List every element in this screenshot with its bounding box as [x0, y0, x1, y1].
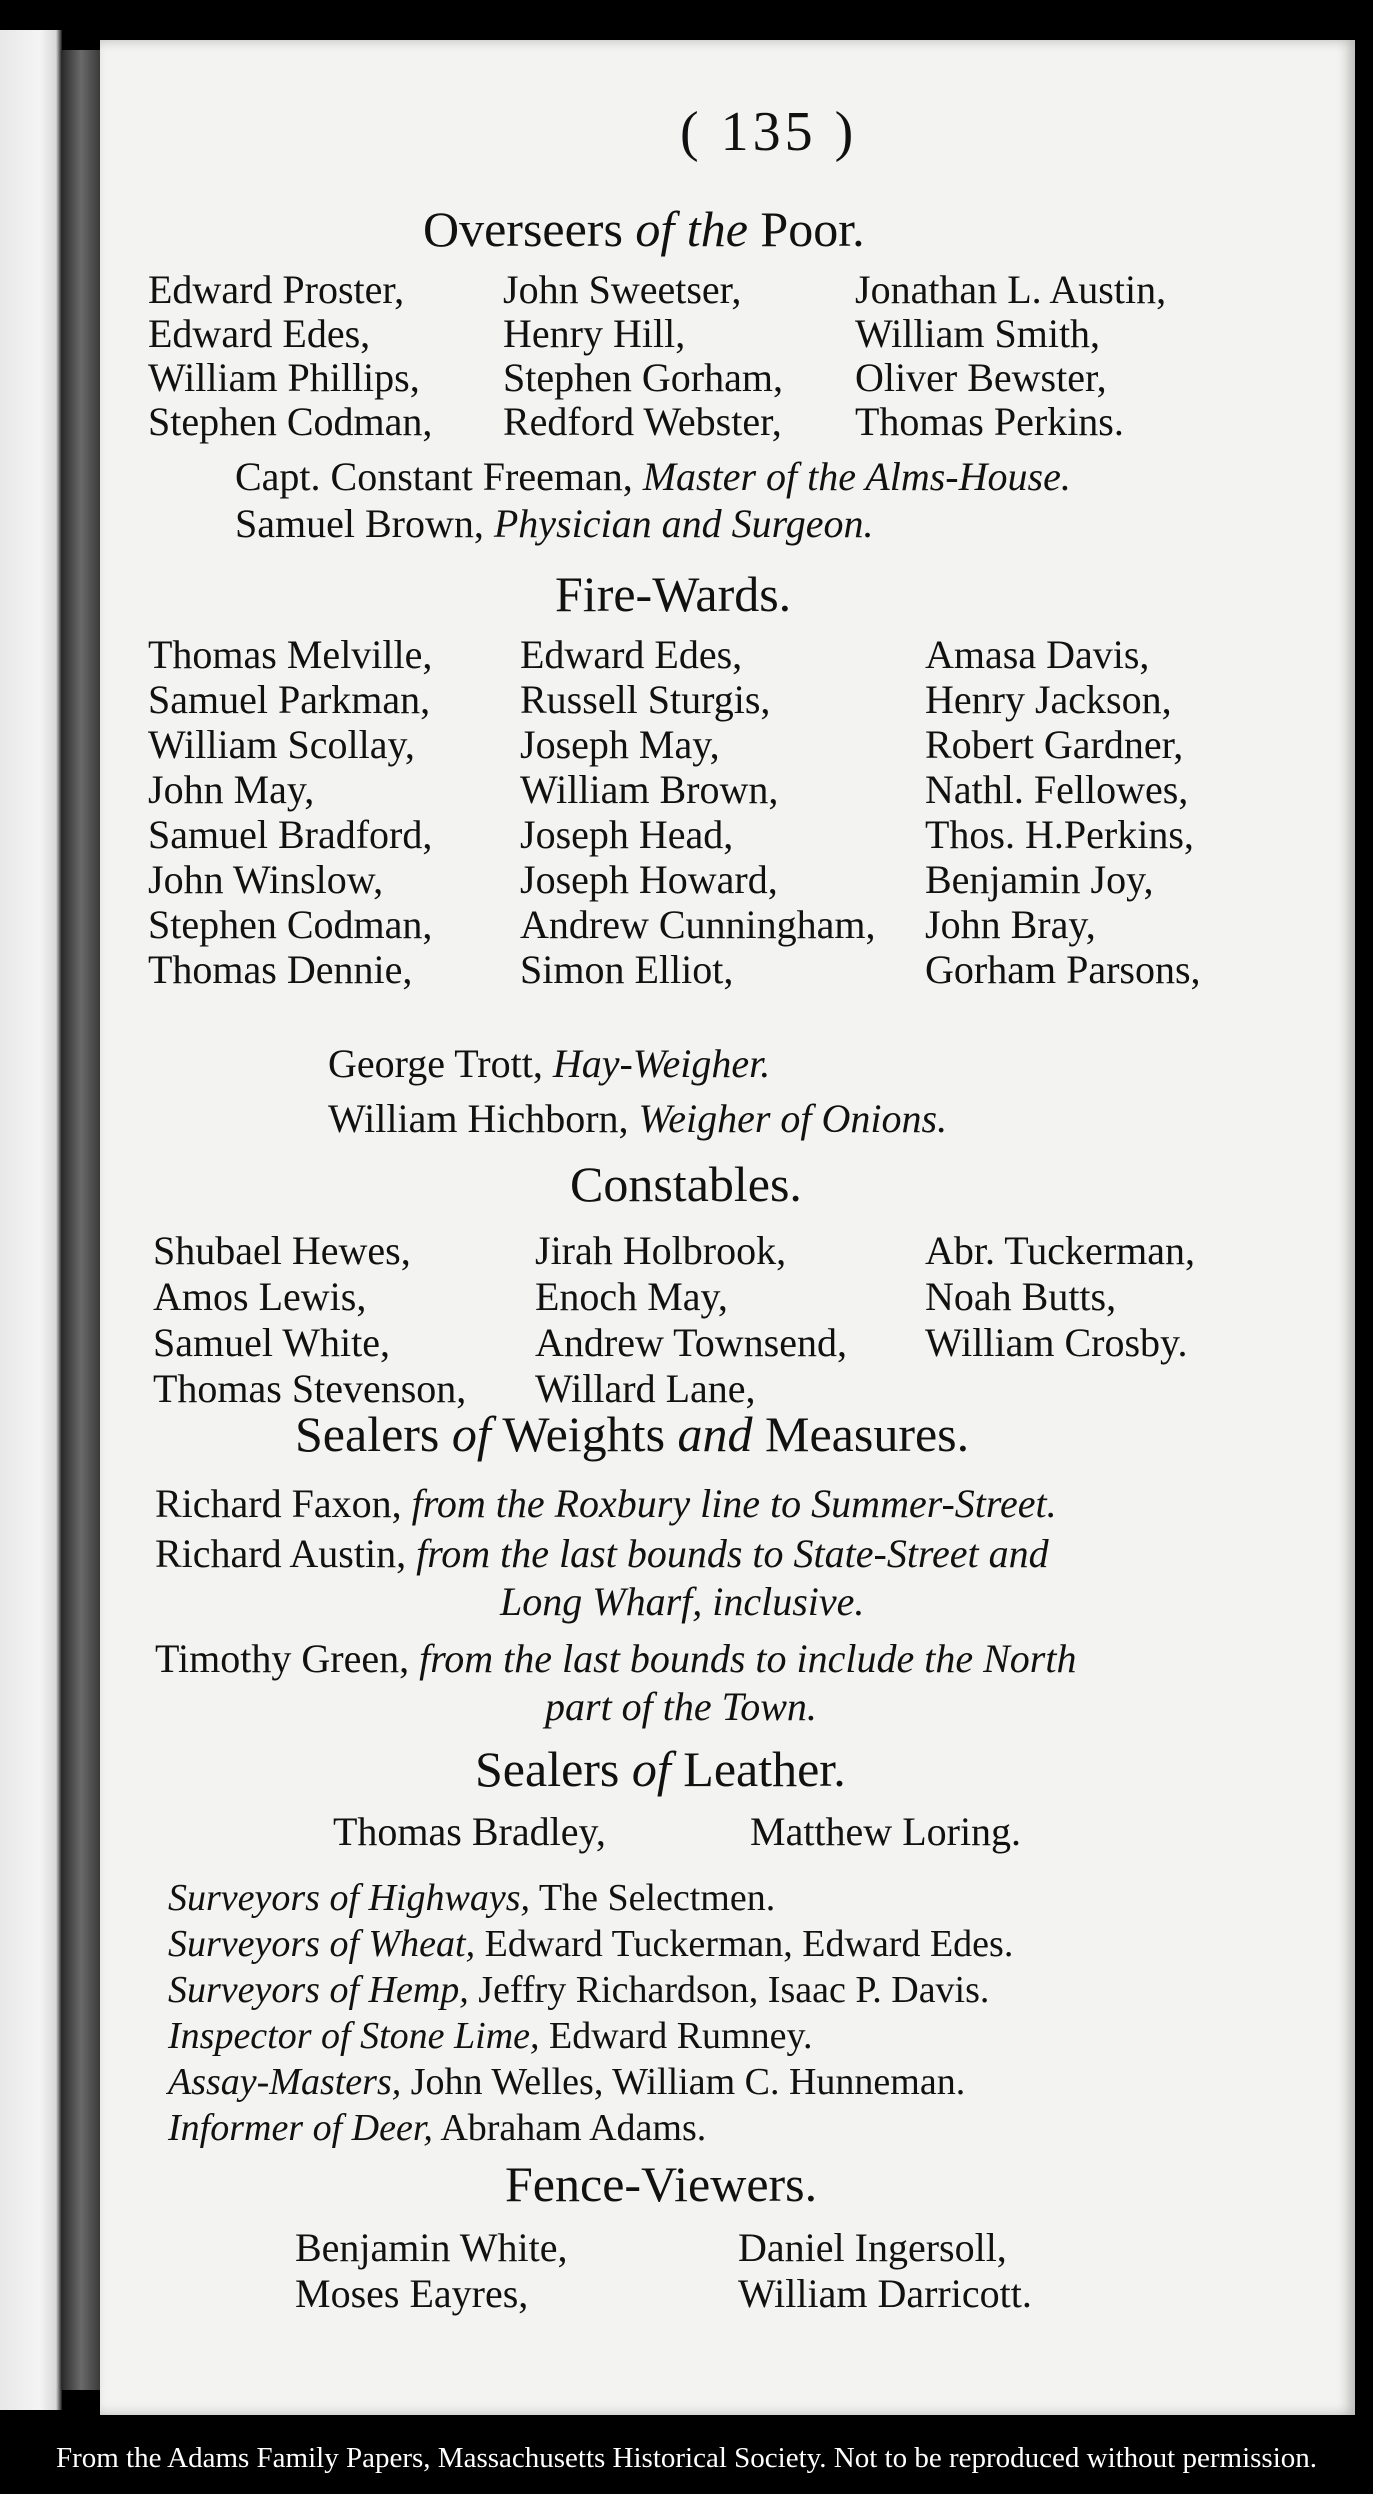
physician-title: Physician and Surgeon. — [493, 501, 874, 546]
sealer-name: Richard Faxon, — [155, 1481, 402, 1526]
constables-heading: Constables. — [570, 1156, 802, 1212]
officers-list — [168, 1875, 1013, 2151]
sealer-district: from the last bounds to State-Street and — [416, 1531, 1049, 1576]
sealer-district-cont — [545, 1683, 817, 1730]
sealer-district-cont — [500, 1578, 864, 1625]
officer-line — [168, 2059, 1013, 2105]
officer-line — [168, 1921, 1013, 1967]
heading-word: of — [451, 1406, 491, 1462]
firewards-col-2 — [520, 632, 876, 992]
fireward-name: Robert Gardner, — [925, 722, 1184, 767]
fireward-name: William Brown, — [520, 767, 779, 812]
fence-viewers-col-1 — [295, 2225, 568, 2317]
heading-word: Sealers — [295, 1406, 440, 1462]
officer-title: Surveyors of Hemp, — [168, 1969, 469, 2011]
constable-name: Noah Butts, — [925, 1274, 1117, 1319]
sealer-district: from the Roxbury line to Summer-Street. — [411, 1481, 1057, 1526]
overseer-name: Oliver Bewster, — [855, 355, 1107, 400]
overseer-name: Stephen Codman, — [148, 399, 433, 444]
officer-title: Inspector of Stone Lime, — [168, 2015, 540, 2057]
fireward-name: Simon Elliot, — [520, 947, 734, 992]
fireward-name: Thos. H.Perkins, — [925, 812, 1194, 857]
fireward-name: Russell Sturgis, — [520, 677, 771, 722]
fireward-name: Benjamin Joy, — [925, 857, 1154, 902]
overseer-name: William Phillips, — [148, 355, 420, 400]
fireward-name: John Bray, — [925, 902, 1096, 947]
fireward-name: John Winslow, — [148, 857, 384, 902]
overseers-col-2 — [503, 268, 783, 444]
sealer-name: Richard Austin, — [155, 1531, 407, 1576]
constable-name: Shubael Hewes, — [153, 1228, 411, 1273]
sealer-district: from the last bounds to include the North — [419, 1636, 1077, 1681]
sealer-name: Timothy Green, — [155, 1636, 410, 1681]
onion-weigher-title: Weigher of Onions. — [638, 1096, 948, 1141]
fireward-name: William Scollay, — [148, 722, 415, 767]
fireward-name: Nathl. Fellowes, — [925, 767, 1189, 812]
fence-viewers-heading: Fence-Viewers. — [505, 2156, 818, 2212]
constable-name: William Crosby. — [925, 1320, 1188, 1365]
firewards-heading: Fire-Wards. — [555, 566, 792, 622]
overseer-name: Jonathan L. Austin, — [855, 267, 1167, 312]
officer-line — [168, 1967, 1013, 2013]
constables-col-3 — [925, 1228, 1195, 1366]
constable-name: Jirah Holbrook, — [535, 1228, 787, 1273]
heading-word: of — [631, 1741, 671, 1797]
officer-names: The Selectmen. — [538, 1877, 776, 1919]
overseers-col-3 — [855, 268, 1166, 444]
overseer-name: John Sweetser, — [503, 267, 742, 312]
constable-name: Samuel White, — [153, 1320, 390, 1365]
heading-word: Measures. — [765, 1406, 970, 1462]
fence-viewer-name: Benjamin White, — [295, 2225, 568, 2270]
officer-line — [168, 2105, 1013, 2151]
fireward-name: Joseph Howard, — [520, 857, 778, 902]
overseer-name: Redford Webster, — [503, 399, 782, 444]
sealer-entry — [155, 1635, 1076, 1682]
adjacent-page-edge — [0, 30, 62, 2410]
fireward-name: Stephen Codman, — [148, 902, 433, 947]
fireward-name: Thomas Melville, — [148, 632, 433, 677]
officer-title: Informer of Deer, — [168, 2107, 433, 2149]
officer-names: Abraham Adams. — [440, 2107, 707, 2149]
fireward-name: Samuel Parkman, — [148, 677, 431, 722]
constable-name: Willard Lane, — [535, 1366, 756, 1411]
almshouse-master-name: Capt. Constant Freeman, — [235, 454, 633, 499]
hay-weigher-title: Hay-Weigher. — [552, 1041, 771, 1086]
sealer-district: part of the Town. — [545, 1684, 817, 1729]
firewards-col-1 — [148, 632, 432, 992]
constables-col-1 — [153, 1228, 466, 1412]
overseer-name: Stephen Gorham, — [503, 355, 783, 400]
fireward-name: Henry Jackson, — [925, 677, 1172, 722]
fence-viewer-name: William Darricott. — [738, 2271, 1032, 2316]
overseers-heading-word: Overseers — [423, 201, 623, 257]
sealer-entry — [155, 1530, 1049, 1577]
officer-title: Surveyors of Wheat, — [168, 1923, 476, 1965]
officer-names: Edward Tuckerman, Edward Edes. — [484, 1923, 1014, 1965]
overseers-heading-of: of the — [635, 201, 748, 257]
overseers-col-1 — [148, 268, 432, 444]
fireward-name: Andrew Cunningham, — [520, 902, 876, 947]
firewards-col-3 — [925, 632, 1201, 992]
constable-name: Enoch May, — [535, 1274, 728, 1319]
leather-sealer-1: Thomas Bradley, — [333, 1809, 606, 1854]
onion-weigher-name: William Hichborn, — [328, 1096, 629, 1141]
officer-line — [168, 1875, 1013, 1921]
overseers-heading-poor: Poor. — [760, 201, 865, 257]
hay-weigher-name: George Trott, — [328, 1041, 543, 1086]
constable-name: Andrew Townsend, — [535, 1320, 847, 1365]
officer-title: Surveyors of Highways, — [168, 1877, 531, 1919]
overseer-name: Thomas Perkins. — [855, 399, 1124, 444]
book-spine — [62, 50, 100, 2390]
overseer-name: Edward Edes, — [148, 311, 371, 356]
overseers-heading — [423, 200, 865, 258]
sealers-weights-heading — [295, 1405, 969, 1463]
heading-word: Weights — [502, 1406, 666, 1462]
overseer-name: William Smith, — [855, 311, 1101, 356]
officer-names: Jeffry Richardson, Isaac P. Davis. — [478, 1969, 990, 2011]
sealer-district: Long Wharf, inclusive. — [500, 1579, 865, 1624]
fireward-name: Joseph May, — [520, 722, 720, 767]
fireward-name: Thomas Dennie, — [148, 947, 413, 992]
onion-weigher-line — [328, 1095, 947, 1142]
overseer-name: Henry Hill, — [503, 311, 686, 356]
physician-name: Samuel Brown, — [235, 501, 484, 546]
document-page — [100, 40, 1355, 2415]
fireward-name: John May, — [148, 767, 315, 812]
officer-title: Assay-Masters, — [168, 2061, 402, 2103]
heading-word: and — [677, 1406, 753, 1462]
constable-name: Amos Lewis, — [153, 1274, 367, 1319]
page-number: ( 135 ) — [680, 101, 858, 163]
fireward-name: Amasa Davis, — [925, 632, 1150, 677]
fireward-name: Samuel Bradford, — [148, 812, 433, 857]
officer-names: Edward Rumney. — [549, 2015, 813, 2057]
officer-line — [168, 2013, 1013, 2059]
fireward-name: Joseph Head, — [520, 812, 734, 857]
constables-col-2 — [535, 1228, 847, 1412]
fireward-name: Edward Edes, — [520, 632, 743, 677]
physician-line — [235, 500, 873, 547]
leather-sealer-2: Matthew Loring. — [750, 1809, 1022, 1854]
sealer-entry — [155, 1480, 1057, 1527]
copyright-caption: From the Adams Family Papers, Massachusetts Historical Society. Not to be reproduced without permission. — [55, 2442, 1318, 2474]
hay-weigher-line — [328, 1040, 770, 1087]
constable-name: Abr. Tuckerman, — [925, 1228, 1195, 1273]
constable-name: Thomas Stevenson, — [153, 1366, 467, 1411]
fence-viewer-name: Daniel Ingersoll, — [738, 2225, 1007, 2270]
officer-names: John Welles, William C. Hunneman. — [410, 2061, 966, 2103]
fence-viewers-col-2 — [738, 2225, 1032, 2317]
heading-word: Sealers — [475, 1741, 620, 1797]
almshouse-master-line — [235, 453, 1071, 500]
fireward-name: Gorham Parsons, — [925, 947, 1201, 992]
heading-word: Leather. — [683, 1741, 846, 1797]
fence-viewer-name: Moses Eayres, — [295, 2271, 529, 2316]
sealers-leather-heading — [475, 1740, 846, 1798]
almshouse-master-title: Master of the Alms-House. — [642, 454, 1071, 499]
overseer-name: Edward Proster, — [148, 267, 405, 312]
